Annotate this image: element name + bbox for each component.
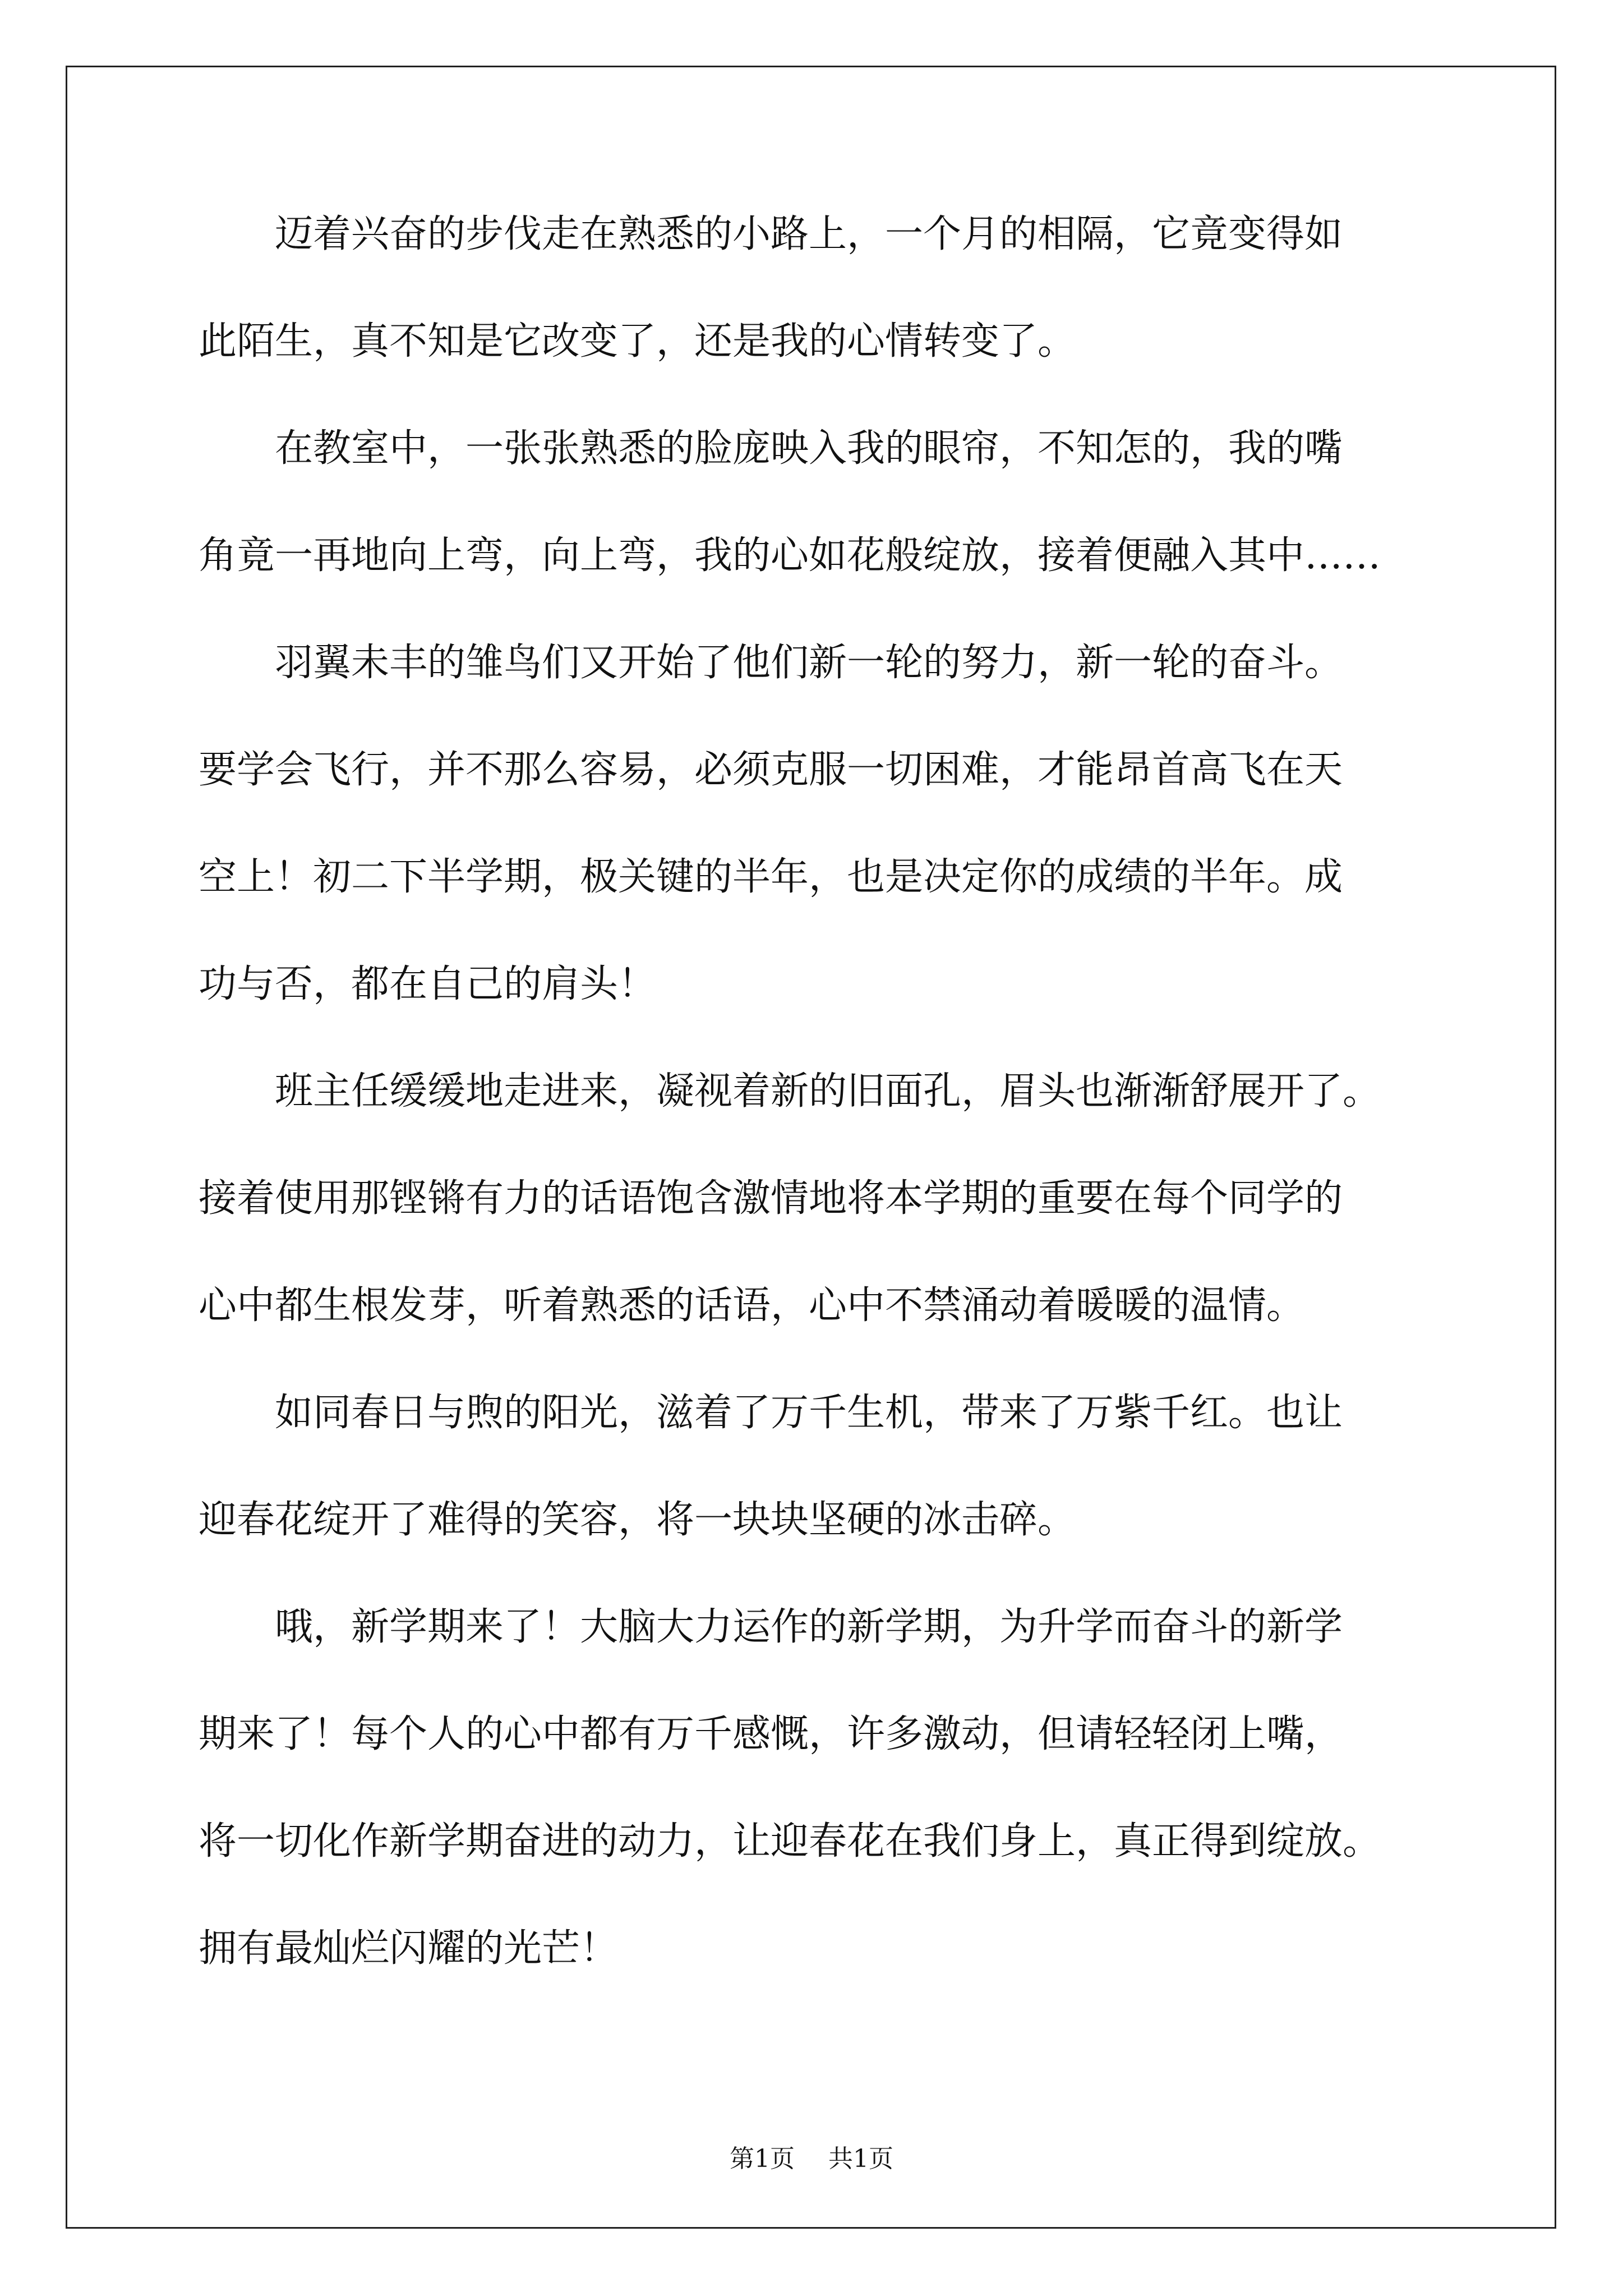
text-line: 接着使用那铿锵有力的话语饱含激情地将本学期的重要在每个同学的 (199, 1176, 1343, 1221)
page-number-total: 共1页 (828, 2145, 893, 2173)
text-line: 要学会飞行，并不那么容易，必须克服一切困难，才能昂首高飞在天 (199, 748, 1343, 792)
text-line: 角竟一再地向上弯，向上弯，我的心如花般绽放，接着便融入其中…… (199, 533, 1381, 578)
text-line: 迎春花绽开了难得的笑容，将一块块坚硬的冰击碎。 (199, 1498, 1076, 1542)
text-line: 羽翼未丰的雏鸟们又开始了他们新一轮的努力，新一轮的奋斗。 (199, 641, 1343, 685)
text-line: 此陌生，真不知是它改变了，还是我的心情转变了。 (199, 319, 1076, 364)
text-line: 哦，新学期来了！大脑大力运作的新学期，为升学而奋斗的新学 (199, 1605, 1343, 1649)
text-line: 如同春日与煦的阳光，滋着了万千生机，带来了万紫千红。也让 (199, 1391, 1343, 1435)
text-line: 在教室中，一张张熟悉的脸庞映入我的眼帘，不知怎的，我的嘴 (199, 426, 1343, 471)
page-number-current: 第1页 (730, 2145, 795, 2173)
text-line: 心中都生根发芽，听着熟悉的话语，心中不禁涌动着暖暖的温情。 (199, 1283, 1305, 1328)
text-line: 期来了！每个人的心中都有万千感慨，许多激动，但请轻轻闭上嘴， (199, 1712, 1343, 1756)
text-line: 功与否，都在自己的肩头！ (199, 962, 657, 1006)
text-line: 拥有最灿烂闪耀的光芒！ (199, 1926, 619, 1971)
text-line: 迈着兴奋的步伐走在熟悉的小路上，一个月的相隔，它竟变得如 (199, 212, 1343, 256)
text-line: 空上！初二下半学期，极关键的半年，也是决定你的成绩的半年。成 (199, 855, 1343, 899)
page-border (66, 66, 1556, 2229)
text-line: 班主任缓缓地走进来，凝视着新的旧面孔，眉头也渐渐舒展开了。 (199, 1069, 1381, 1114)
page-footer (0, 2142, 1623, 2176)
text-line: 将一切化作新学期奋进的动力，让迎春花在我们身上，真正得到绽放。 (199, 1819, 1381, 1864)
